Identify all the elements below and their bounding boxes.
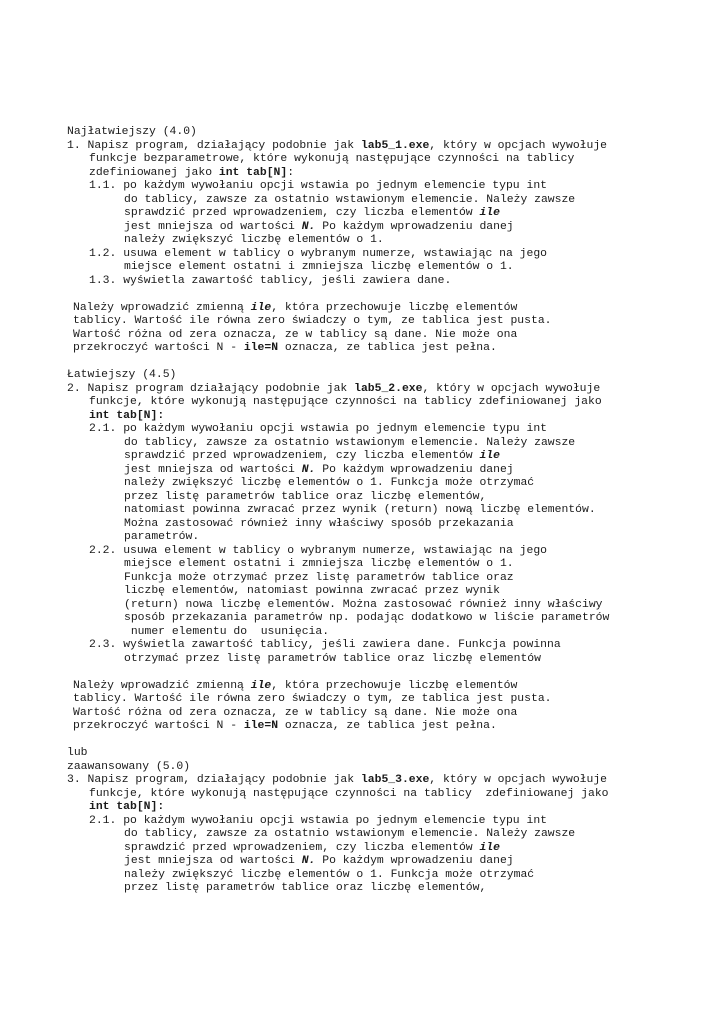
emphasized-text xyxy=(479,450,500,462)
section-title-text: Łatwiejszy (4.5) xyxy=(67,369,177,381)
subtask-number: 2.1. xyxy=(89,423,117,435)
subtask-line xyxy=(67,464,707,478)
emphasized-text: ile xyxy=(479,841,500,854)
text-run: Napisz program, działający podobnie jak xyxy=(87,774,361,786)
subtask-line xyxy=(67,855,707,869)
text-run: otrzymać przez listę parametrów tablice oraz liczbę elementów xyxy=(124,652,541,665)
subtask-line xyxy=(67,626,707,640)
subtask-line xyxy=(67,612,707,626)
text-run: Należy wprowadzić zmienną xyxy=(73,301,251,314)
task-line xyxy=(67,788,707,802)
emphasized-text: N. xyxy=(301,463,316,476)
subtask-line xyxy=(67,882,707,896)
subtask-line xyxy=(67,599,707,613)
text-run: przekroczyć wartości N - xyxy=(73,342,244,354)
subtask-number: 2.3. xyxy=(89,639,117,651)
text-run: : xyxy=(287,166,295,179)
emphasized-text: ile=N xyxy=(243,720,279,732)
text-run: funkcje, które wykonują następujące czynności na tablicy zdefiniowanej jako xyxy=(89,396,602,408)
text-run: tablicy. Wartość ile równa zero świadczy o tym, ze tablica jest pusta. xyxy=(73,315,552,327)
subtask-line xyxy=(67,639,707,653)
text-run: , która przechowuje liczbę elementów xyxy=(271,301,518,314)
text-run: , który w opcjach wywołuje xyxy=(422,382,601,395)
text-run: jest mniejsza od wartości xyxy=(124,463,302,476)
subtask-line xyxy=(67,261,707,275)
note-line xyxy=(67,693,707,707)
subtask-line xyxy=(67,423,707,437)
subtask-number: 1.2. xyxy=(89,247,117,260)
subtask-line xyxy=(67,491,707,505)
blank-line xyxy=(67,734,707,748)
text-run: Wartość różna od zera oznacza, ze w tablicy są dane. Nie może ona xyxy=(73,706,518,719)
text-run: Można zastosować również inny właściwy sposób przekazania xyxy=(124,517,514,530)
text-run: jest mniejsza od wartości xyxy=(124,220,302,233)
emphasized-text: lab5_1.exe xyxy=(360,139,430,152)
emphasized-text: int tab[N] xyxy=(218,166,288,179)
text-run: po każdym wywołaniu opcji wstawia po jednym elemencie typu int xyxy=(123,423,547,435)
text-run: jest mniejsza od wartości xyxy=(124,855,302,867)
text-run: funkcje bezparametrowe, które wykonują następujące czynności na tablicy xyxy=(89,153,575,165)
subtask-line xyxy=(67,275,707,289)
subtask-line xyxy=(67,477,707,491)
text-run: sprawdzić przed wprowadzeniem, czy liczba elementów xyxy=(124,841,480,854)
emphasized-text: lab5_2.exe xyxy=(354,382,423,395)
emphasized-text xyxy=(251,302,272,314)
blank-line xyxy=(67,288,707,302)
text-run: , który w opcjach wywołuje xyxy=(429,139,608,152)
subtask-line xyxy=(67,545,707,559)
text-run: do tablicy, zawsze za ostatnio wstawionym elemencie. Należy zawsze xyxy=(124,828,576,840)
text-run: sposób przekazania parametrów np. podając dodatkowo w liście parametrów xyxy=(124,612,610,624)
text-run: Należy wprowadzić zmienną xyxy=(73,679,251,692)
task-line xyxy=(67,774,707,788)
text-run: usuwa element w tablicy o wybranym numerze, wstawiając na jego xyxy=(123,247,547,260)
text-run: Po każdym wprowadzeniu danej xyxy=(315,220,514,233)
subtask-line xyxy=(67,207,707,221)
text-run: przez listę parametrów tablice oraz liczbę elementów, xyxy=(124,490,487,503)
emphasized-text: N. xyxy=(301,855,316,867)
subtask-line xyxy=(67,842,707,856)
note-line xyxy=(67,302,707,316)
subtask-line xyxy=(67,572,707,586)
text-run: usuwa element w tablicy o wybranym numerze, wstawiając na jego xyxy=(123,544,547,557)
task-number: 1. xyxy=(67,139,81,152)
emphasized-text xyxy=(251,680,272,692)
subtask-line xyxy=(67,437,707,451)
subtask-line xyxy=(67,518,707,532)
emphasized-text: ile xyxy=(250,301,272,314)
text-run: oznacza, ze tablica jest pełna. xyxy=(278,342,497,354)
section-title xyxy=(67,761,707,775)
emphasized-text: ile xyxy=(479,450,500,462)
text-run: , która przechowuje liczbę elementów xyxy=(271,679,518,692)
emphasized-text xyxy=(302,855,316,867)
subtask-line xyxy=(67,531,707,545)
note-line xyxy=(67,707,707,721)
subtask-line xyxy=(67,194,707,208)
text-run: Funkcja może otrzymać przez listę parametrów tablice oraz xyxy=(124,571,514,584)
emphasized-text xyxy=(302,464,316,476)
text-run: przekroczyć wartości N - xyxy=(73,720,244,732)
text-run: po każdym wywołaniu opcji wstawia po jednym elemencie typu int xyxy=(123,180,547,192)
section-title-text: zaawansowany (5.0) xyxy=(67,760,191,773)
section-pretitle xyxy=(67,747,707,761)
emphasized-text xyxy=(479,842,500,854)
emphasized-text: lab5_3.exe xyxy=(360,774,430,786)
task-line xyxy=(67,801,707,815)
emphasized-text: ile xyxy=(479,207,500,219)
text-run: miejsce element ostatni i zmniejsza liczbę elementów o 1. xyxy=(124,261,514,273)
section-title-text: Najłatwiejszy (4.0) xyxy=(67,126,197,138)
text-run: do tablicy, zawsze za ostatnio wstawionym elemencie. Należy zawsze xyxy=(124,193,576,206)
section-title xyxy=(67,126,707,140)
note-line xyxy=(67,315,707,329)
subtask-line xyxy=(67,653,707,667)
section-pretitle-text: lub xyxy=(67,747,88,759)
text-run: sprawdzić przed wprowadzeniem, czy liczba elementów xyxy=(124,450,480,462)
text-run: Napisz program działający podobnie jak xyxy=(87,382,355,395)
emphasized-text xyxy=(479,207,500,219)
blank-line xyxy=(67,356,707,370)
subtask-line xyxy=(67,234,707,248)
subtask-line xyxy=(67,815,707,829)
task-line xyxy=(67,396,707,410)
subtask-number: 1.3. xyxy=(89,274,117,287)
subtask-line xyxy=(67,828,707,842)
subtask-line xyxy=(67,558,707,572)
text-run: po każdym wywołaniu opcji wstawia po jednym elemencie typu int xyxy=(123,814,547,827)
emphasized-text: ile=N xyxy=(243,342,279,354)
text-run: Po każdym wprowadzeniu danej xyxy=(315,855,514,867)
subtask-line xyxy=(67,869,707,883)
task-line xyxy=(67,383,707,397)
emphasized-text: N. xyxy=(301,220,316,233)
subtask-line xyxy=(67,248,707,262)
text-run: należy zwiększyć liczbę elementów o 1. xyxy=(124,234,384,246)
text-run: Napisz program, działający podobnie jak xyxy=(87,139,361,152)
text-run: miejsce element ostatni i zmniejsza liczbę elementów o 1. xyxy=(124,558,514,570)
subtask-line xyxy=(67,450,707,464)
text-run: wyświetla zawartość tablicy, jeśli zawiera dane. xyxy=(123,274,452,287)
task-line xyxy=(67,153,707,167)
text-run: wyświetla zawartość tablicy, jeśli zawiera dane. Funkcja powinna xyxy=(123,639,561,651)
subtask-line xyxy=(67,504,707,518)
section-title xyxy=(67,369,707,383)
subtask-line xyxy=(67,585,707,599)
text-run: tablicy. Wartość ile równa zero świadczy o tym, ze tablica jest pusta. xyxy=(73,693,552,705)
text-run: oznacza, ze tablica jest pełna. xyxy=(278,720,497,732)
task-line xyxy=(67,140,707,154)
text-run: należy zwiększyć liczbę elementów o 1. Funkcja może otrzymać xyxy=(124,477,535,489)
text-run: zdefiniowanej jako xyxy=(89,166,219,179)
subtask-number: 2.2. xyxy=(89,544,117,557)
text-run: funkcje, które wykonują następujące czynności na tablicy zdefiniowanej jako xyxy=(89,787,609,800)
task-line xyxy=(67,410,707,424)
task-line xyxy=(67,167,707,181)
note-line xyxy=(67,680,707,694)
task-number: 2. xyxy=(67,382,81,395)
text-run: do tablicy, zawsze za ostatnio wstawionym elemencie. Należy zawsze xyxy=(124,436,576,449)
text-run: (return) nowa liczbę elementów. Można zastosować również inny właściwy xyxy=(124,598,603,611)
subtask-number: 1.1. xyxy=(89,180,117,192)
emphasized-text: int tab[N]: xyxy=(89,409,165,422)
subtask-number: 2.1. xyxy=(89,814,117,827)
note-line xyxy=(67,329,707,343)
text-run: Wartość różna od zera oznacza, ze w tablicy są dane. Nie może ona xyxy=(73,328,518,341)
text-run: numer elementu do usunięcia. xyxy=(124,625,330,638)
emphasized-text: ile xyxy=(250,679,272,692)
text-run: sprawdzić przed wprowadzeniem, czy liczba elementów xyxy=(124,207,480,219)
blank-line xyxy=(67,666,707,680)
note-line xyxy=(67,720,707,734)
text-run: parametrów. xyxy=(124,531,200,543)
emphasized-text: int tab[N]: xyxy=(89,801,165,813)
document-page xyxy=(67,126,707,896)
text-run: natomiast powinna zwracać przez wynik (return) nową liczbę elementów. xyxy=(124,504,596,516)
text-run: przez listę parametrów tablice oraz liczbę elementów, xyxy=(124,882,487,894)
text-run: Po każdym wprowadzeniu danej xyxy=(315,463,514,476)
text-run: należy zwiększyć liczbę elementów o 1. Funkcja może otrzymać xyxy=(124,868,535,881)
task-number: 3. xyxy=(67,774,81,786)
text-run: , który w opcjach wywołuje xyxy=(429,774,608,786)
text-run: liczbę elementów, natomiast powinna zwracać przez wynik xyxy=(124,585,500,597)
subtask-line xyxy=(67,221,707,235)
note-line xyxy=(67,342,707,356)
emphasized-text xyxy=(302,221,316,233)
subtask-line xyxy=(67,180,707,194)
